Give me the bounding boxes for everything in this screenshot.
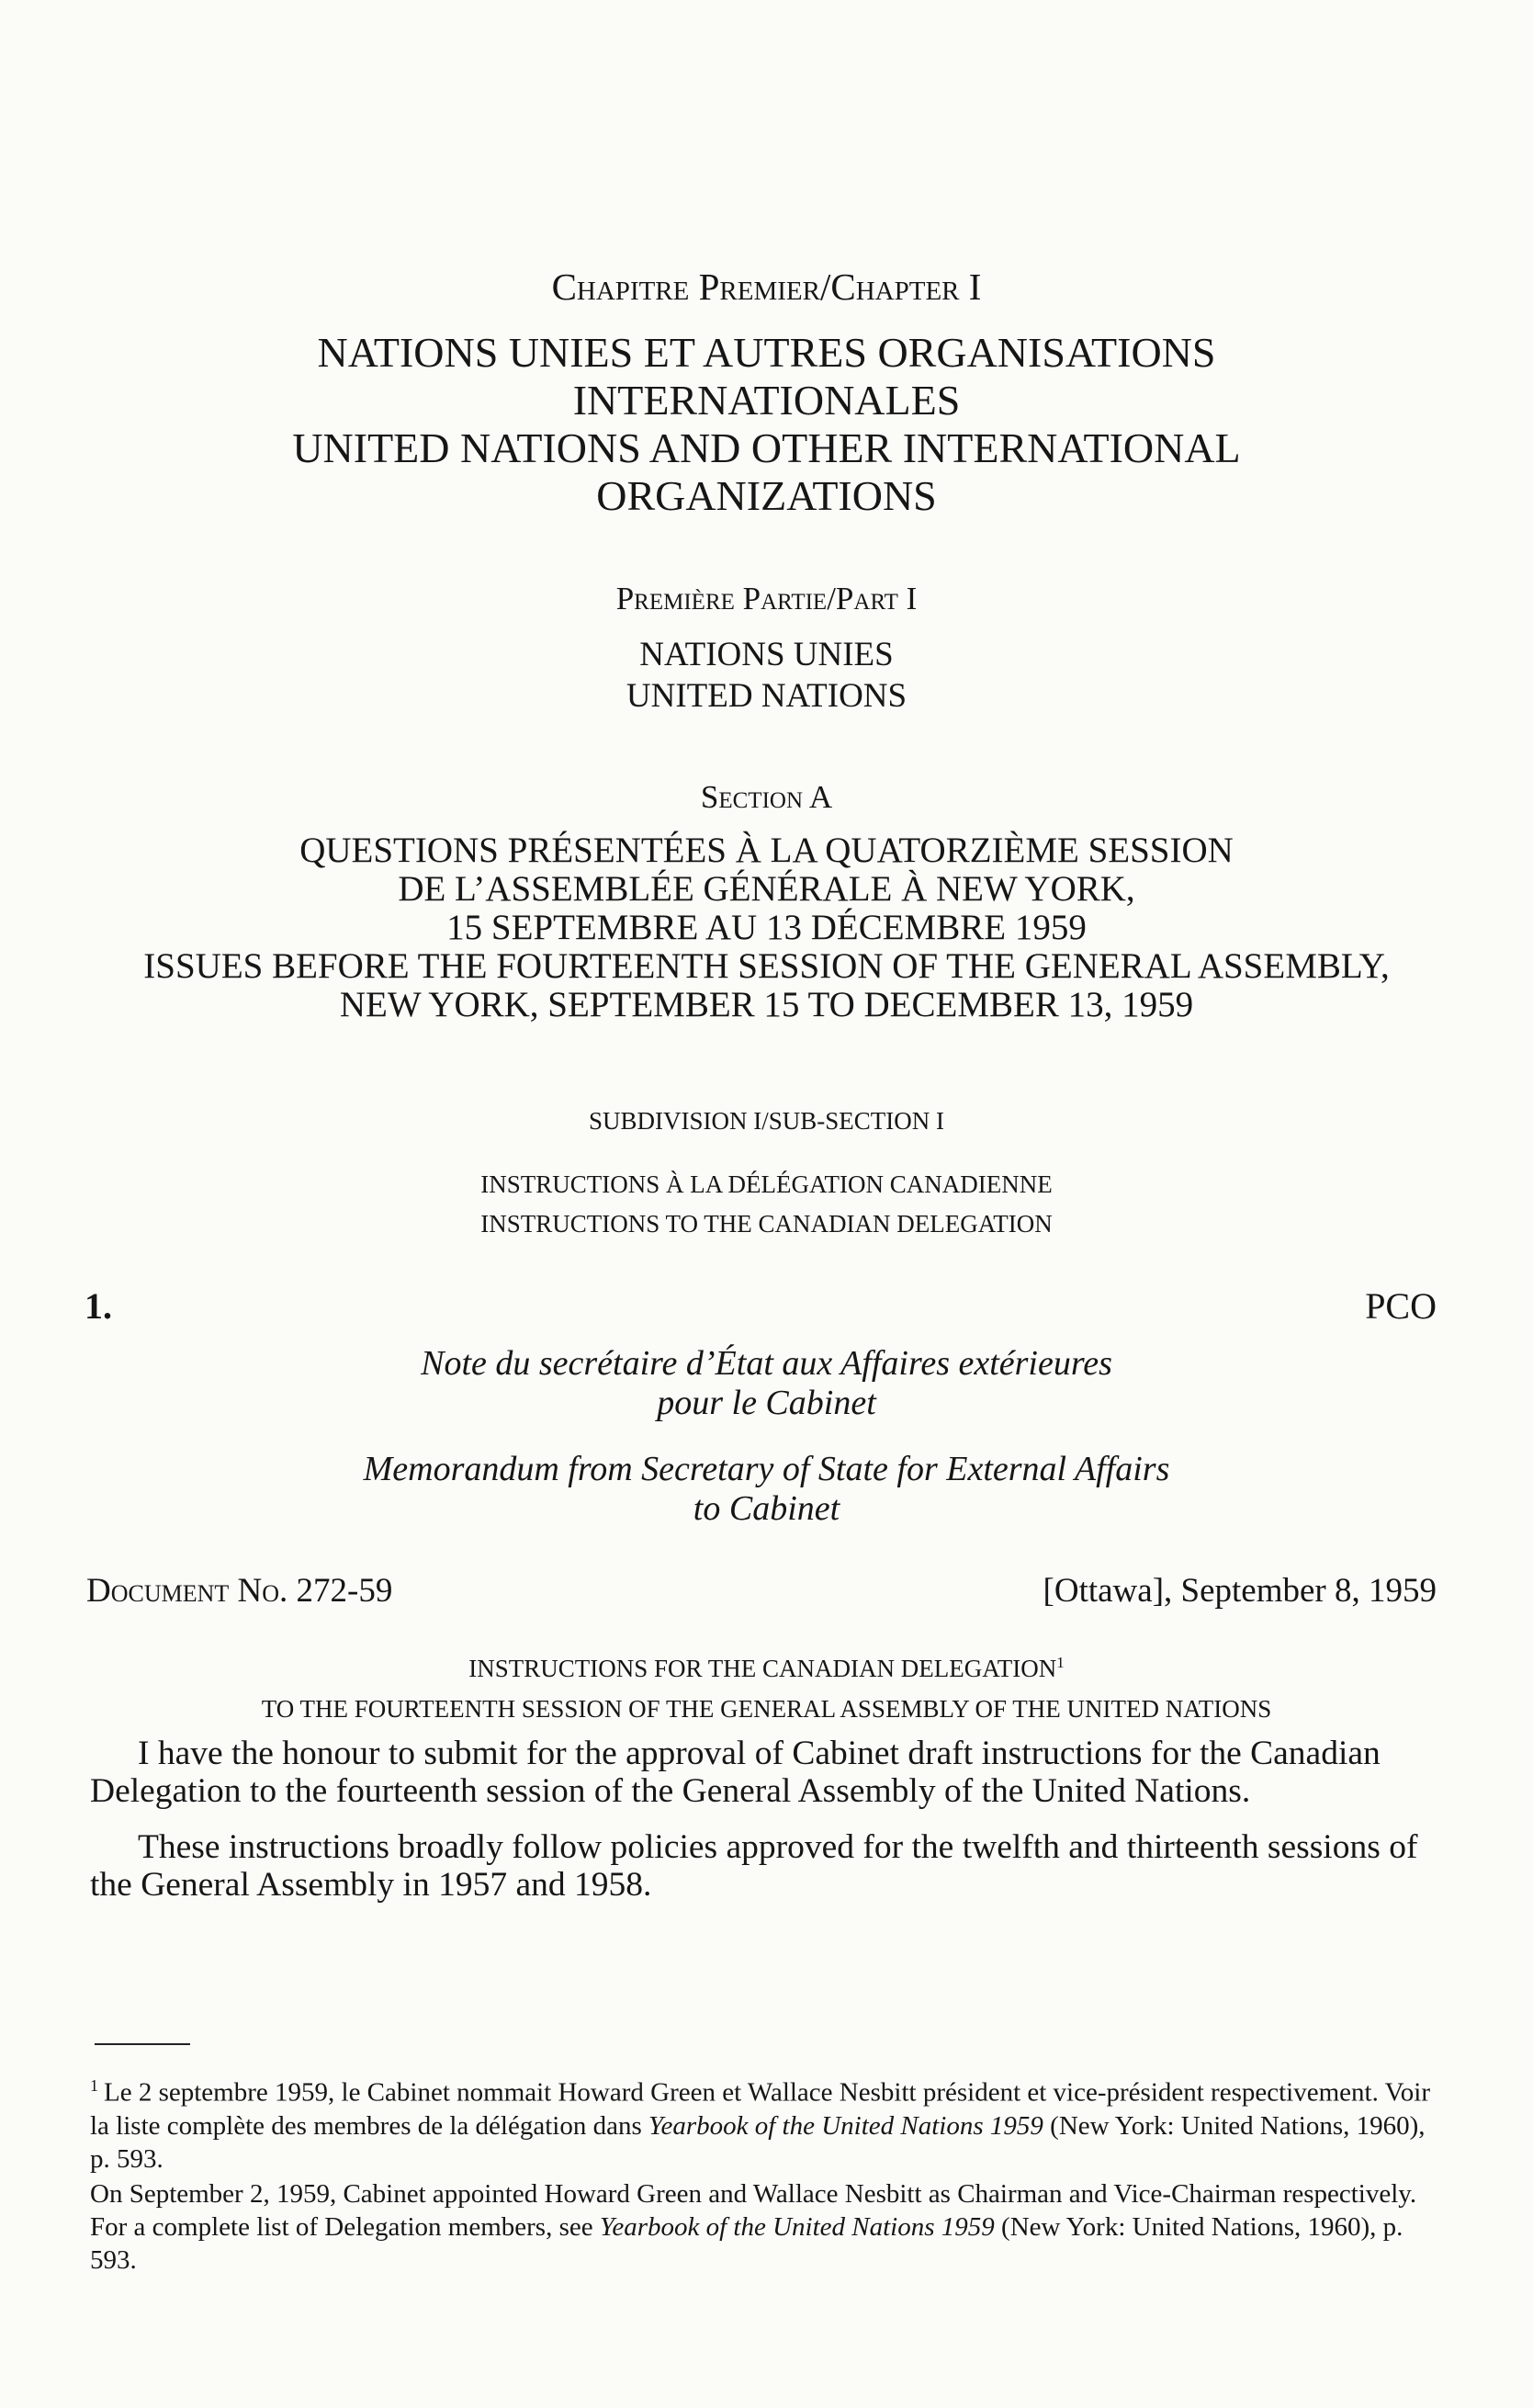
- section-label: Section A: [700, 779, 833, 815]
- subdivision-title-en: INSTRUCTIONS TO THE CANADIAN DELEGATION: [480, 1210, 1053, 1238]
- subdivision-title: [0, 1165, 1533, 1244]
- footnote-fr-citation: (New York: United Nations, 1960), p. 593.: [90, 2110, 1426, 2174]
- document-number: 1.: [85, 1285, 112, 1327]
- section-title-en-line2: NEW YORK, SEPTEMBER 15 TO DECEMBER 13, 1959: [339, 985, 1194, 1024]
- subdivision-title-fr: INSTRUCTIONS À LA DÉLÉGATION CANADIENNE: [480, 1170, 1053, 1198]
- memo-heading-line2: TO THE FOURTEENTH SESSION OF THE GENERAL ASSEMBLY OF THE UNITED NATIONS: [261, 1695, 1272, 1723]
- footnote-divider: [95, 2043, 190, 2045]
- chapter-title-fr: NATIONS UNIES ET AUTRES ORGANISATIONS INTERNATIONALES: [317, 329, 1216, 424]
- section-title-fr-line2: DE L’ASSEMBLÉE GÉNÉRALE À NEW YORK,: [398, 869, 1135, 909]
- document-reference: Document No. 272-59: [86, 1572, 393, 1610]
- memo-title-en-line2: to Cabinet: [693, 1489, 840, 1528]
- paragraph-2: [90, 1828, 1437, 1904]
- footnote-en: [90, 2177, 1437, 2277]
- chapter-label: Chapitre Premier/Chapter I: [551, 266, 982, 308]
- footnote-marker: 1: [90, 2076, 98, 2095]
- memo-title-en-line1: Memorandum from Secretary of State for External Affairs: [363, 1450, 1170, 1488]
- section-title: [0, 831, 1533, 1024]
- memo-heading-line1: [0, 1654, 1533, 1683]
- memo-title-en: [0, 1450, 1533, 1529]
- footnote-en-citation: (New York: United Nations, 1960), p. 593.: [90, 2212, 1403, 2275]
- document-date: [Ottawa], September 8, 1959: [1043, 1572, 1437, 1610]
- part-label: Première Partie/Part I: [615, 581, 918, 616]
- section-title-fr-line1: QUESTIONS PRÉSENTÉES À LA QUATORZIÈME SESSION: [299, 831, 1234, 870]
- paragraph-1: [90, 1735, 1437, 1810]
- document-source: PCO: [1365, 1285, 1437, 1327]
- footnote-en-yearbook-title: Yearbook of the United Nations 1959: [599, 2212, 995, 2242]
- footnote-fr: [90, 2069, 1437, 2176]
- footnote-fr-text: Le 2 septembre 1959, le Cabinet nommait Howard Green et Wallace Nesbitt président et vice-président respectivement. Voir la liste complète des membres de la délégation dans: [90, 2077, 1430, 2141]
- footnote-en-text: On September 2, 1959, Cabinet appointed Howard Green and Wallace Nesbitt as Chairman and Vice-Chairman respectively. For a complete list of Delegation members, see: [90, 2179, 1417, 2242]
- note-title-fr-line2: pour le Cabinet: [657, 1384, 876, 1422]
- paragraph-2-text: These instructions broadly follow policies approved for the twelfth and thirteenth sessions of the General Assembly in 1957 and 1958.: [90, 1828, 1418, 1904]
- note-title-fr: [0, 1344, 1533, 1423]
- subdivision-label: SUBDIVISION I/SUB-SECTION I: [588, 1107, 944, 1135]
- chapter-title-en: UNITED NATIONS AND OTHER INTERNATIONAL ORGANIZATIONS: [292, 424, 1241, 519]
- note-title-fr-line1: Note du secrétaire d’État aux Affaires extérieures: [421, 1344, 1112, 1383]
- section-title-fr-line3: 15 SEPTEMBRE AU 13 DÉCEMBRE 1959: [446, 908, 1087, 947]
- footnote-reference[interactable]: 1: [1056, 1654, 1065, 1671]
- footnote-fr-yearbook-title: Yearbook of the United Nations 1959: [648, 2110, 1043, 2141]
- part-title: [0, 634, 1533, 717]
- chapter-title: [0, 329, 1533, 520]
- section-title-en-line1: ISSUES BEFORE THE FOURTEENTH SESSION OF THE GENERAL ASSEMBLY,: [143, 946, 1390, 986]
- part-title-fr: NATIONS UNIES: [639, 636, 894, 673]
- paragraph-1-text: I have the honour to submit for the approval of Cabinet draft instructions for the Canadian Delegation to the fourteenth session of the General Assembly of the United Nations.: [90, 1735, 1381, 1810]
- memo-heading-text: INSTRUCTIONS FOR THE CANADIAN DELEGATION: [468, 1655, 1057, 1682]
- part-title-en: UNITED NATIONS: [626, 677, 907, 715]
